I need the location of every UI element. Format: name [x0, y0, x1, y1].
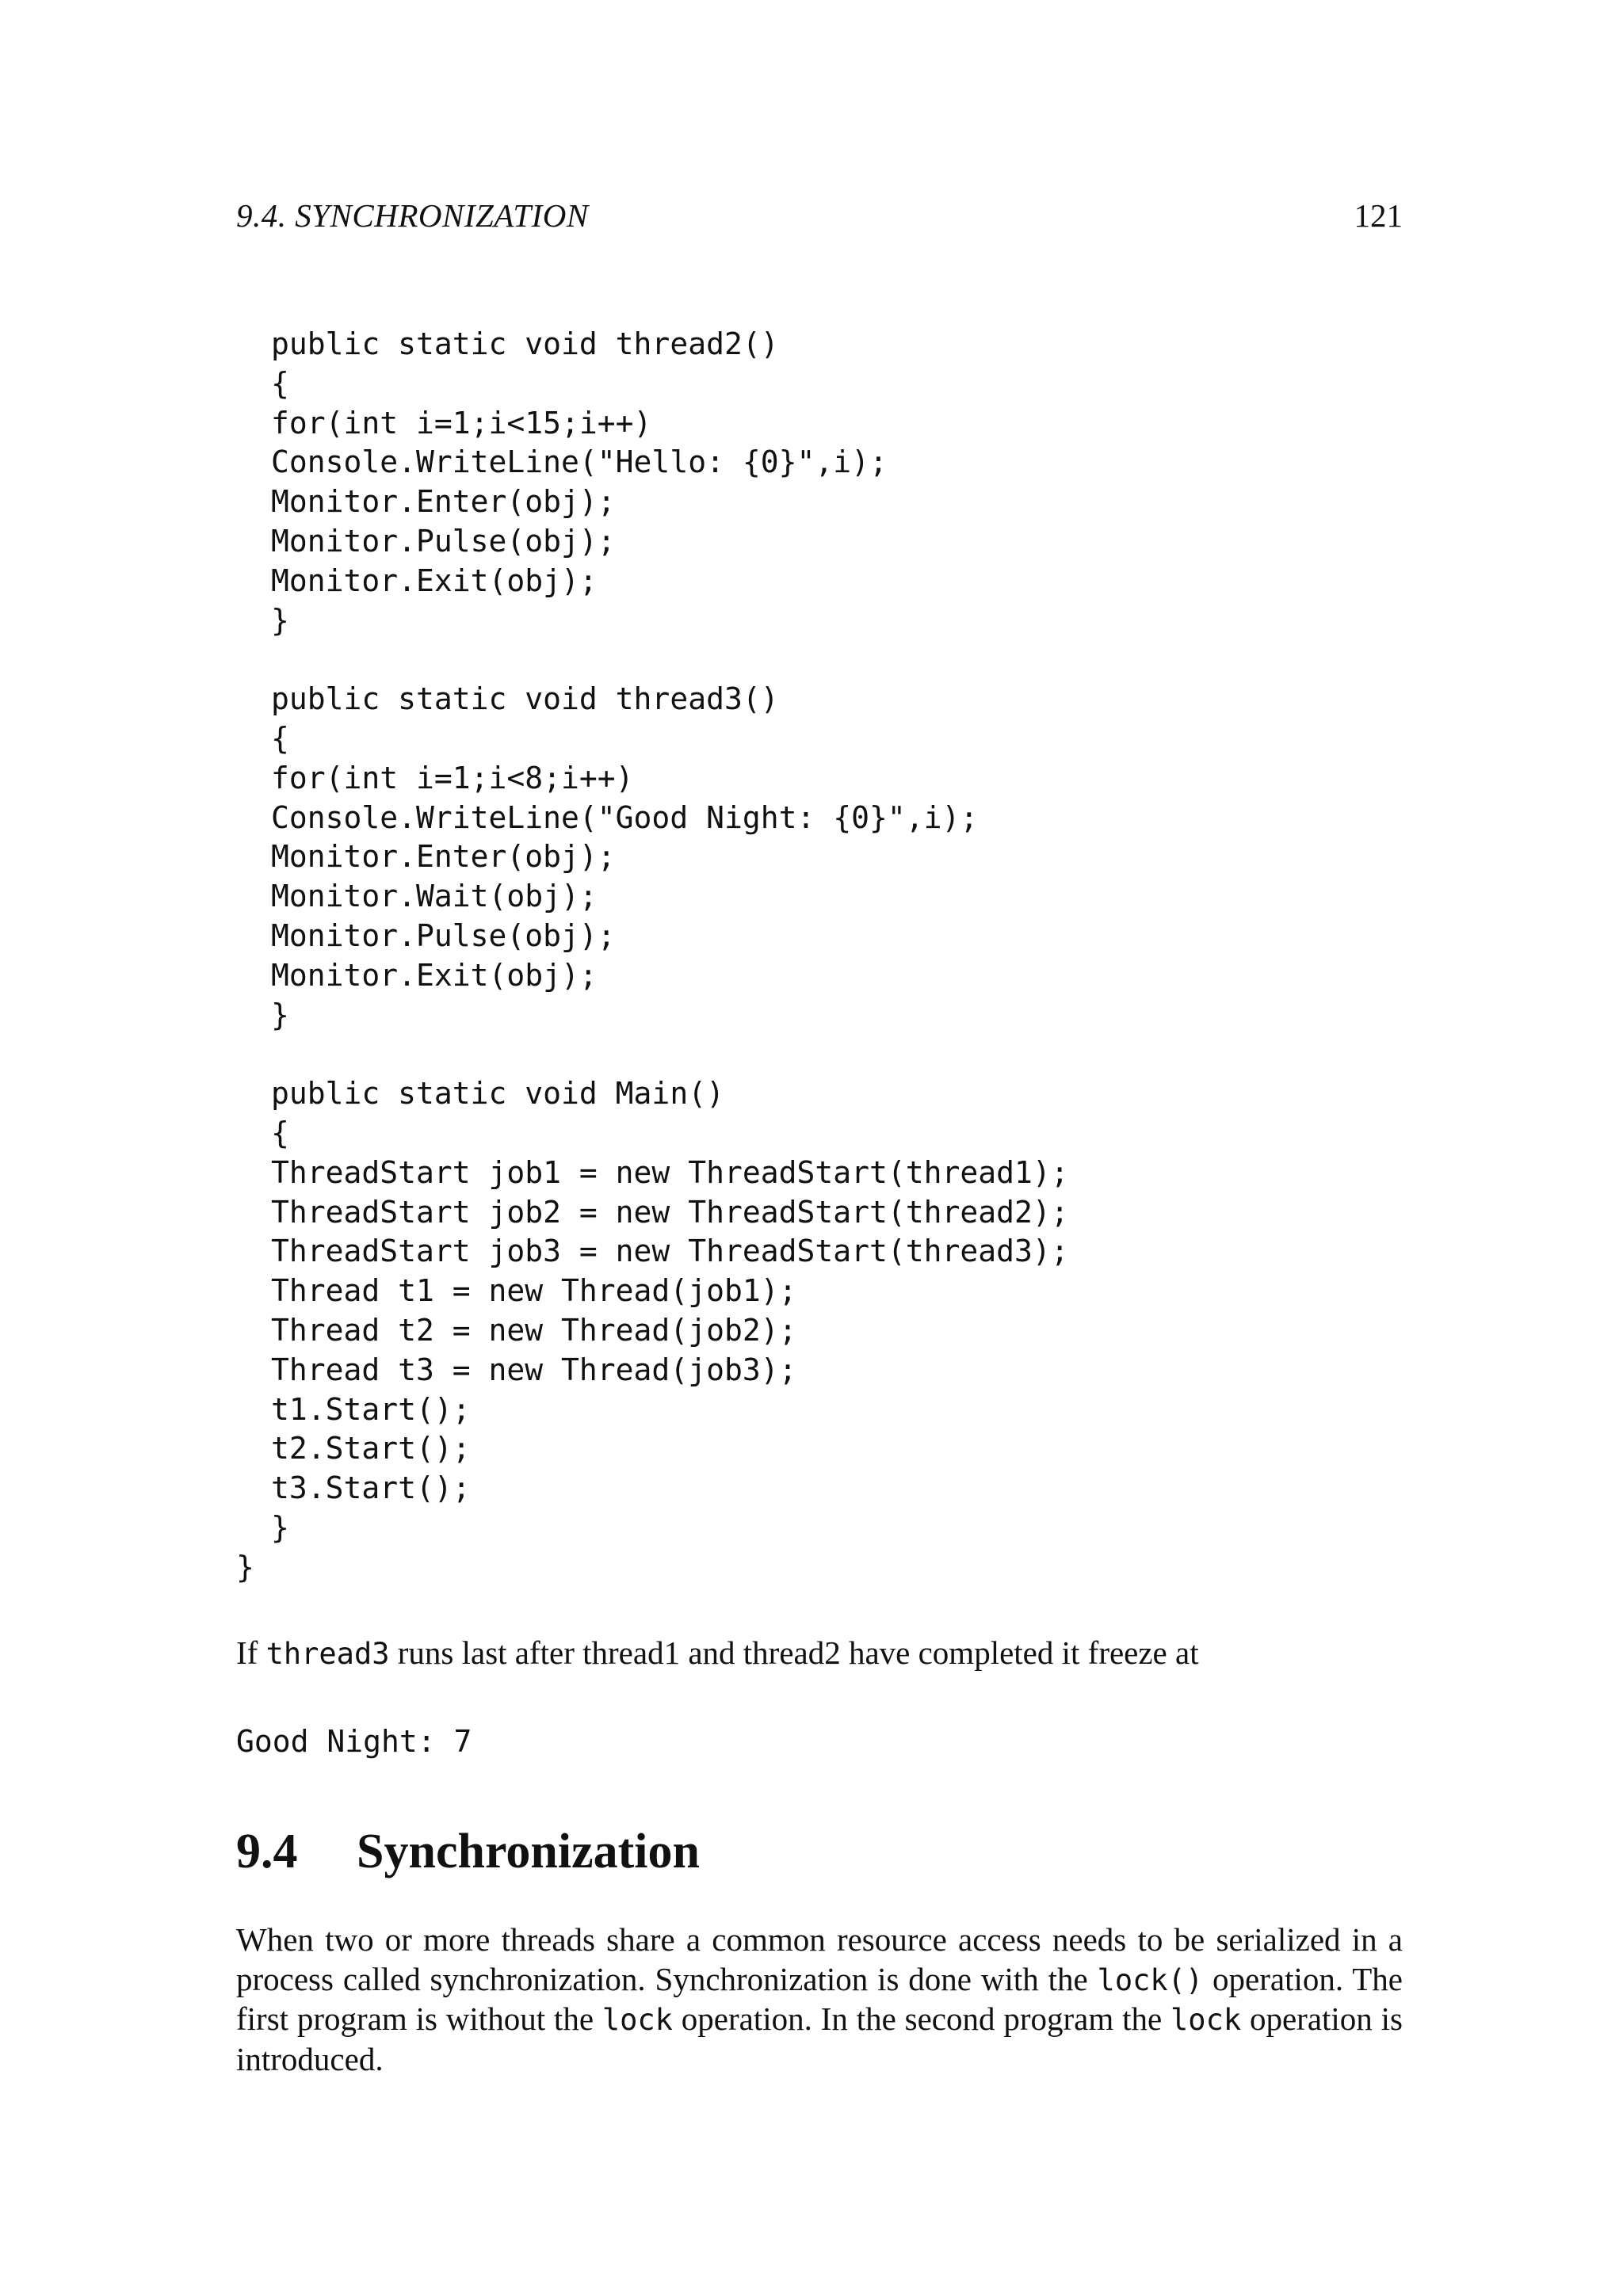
code-line: ThreadStart job3 = new ThreadStart(thread3); [271, 1234, 1069, 1269]
code-line: Monitor.Wait(obj); [271, 879, 598, 914]
paragraph-freeze-note [236, 1634, 1403, 1674]
page-header [236, 196, 1403, 244]
text-run: When two or more threads share a common resource access needs to be serialized in a process called synchronization. Synchronization is done with the [236, 1921, 1403, 1997]
code-line: } [271, 997, 289, 1032]
code-line: for(int i=1;i<15;i++) [271, 405, 652, 441]
code-line: } [236, 1549, 254, 1585]
code-line: Monitor.Pulse(obj); [271, 523, 616, 559]
code-listing [236, 325, 1069, 1588]
program-output: Good Night: 7 [236, 1724, 472, 1759]
code-line: for(int i=1;i<8;i++) [271, 760, 634, 795]
code-line: t1.Start(); [271, 1391, 471, 1427]
code-line: { [271, 365, 289, 401]
code-line: Console.WriteLine("Good Night: {0}",i); [271, 799, 979, 835]
code-line: ThreadStart job2 = new ThreadStart(thread2); [271, 1194, 1069, 1230]
code-line [236, 640, 1069, 680]
text-run: If [236, 1634, 266, 1671]
code-line: Thread t1 = new Thread(job1); [271, 1273, 797, 1309]
section-heading [236, 1824, 700, 1880]
page-number: 121 [1354, 197, 1403, 234]
code-line: public static void thread3() [271, 681, 779, 717]
code-line: Monitor.Enter(obj); [271, 484, 616, 520]
code-line: Monitor.Exit(obj); [271, 957, 598, 993]
code-line: t2.Start(); [271, 1431, 471, 1466]
code-line: Thread t3 = new Thread(job3); [271, 1352, 797, 1387]
inline-code: lock [601, 2003, 673, 2037]
text-run: operation is introduced. [236, 2000, 1403, 2077]
code-line: Thread t2 = new Thread(job2); [271, 1312, 797, 1348]
code-line: } [271, 602, 289, 638]
code-line: Monitor.Enter(obj); [271, 839, 616, 875]
text-run: runs last after thread1 and thread2 have completed it freeze at [389, 1634, 1199, 1671]
code-line: } [271, 1509, 289, 1545]
text-run: operation. The first program is without the [236, 1960, 1403, 2037]
code-line: ThreadStart job1 = new ThreadStart(thread1); [271, 1154, 1069, 1190]
inline-code: thread3 [265, 1637, 390, 1671]
code-line: public static void Main() [271, 1076, 724, 1112]
code-line: t3.Start(); [271, 1470, 471, 1506]
inline-code: lock [1170, 2003, 1242, 2037]
text-run: operation. In the second program the [672, 2000, 1171, 2037]
code-line: Monitor.Pulse(obj); [271, 917, 616, 953]
code-line: Monitor.Exit(obj); [271, 563, 598, 598]
code-line: { [271, 720, 289, 756]
running-title: 9.4. SYNCHRONIZATION [236, 197, 589, 234]
code-line: Console.WriteLine("Hello: {0}",i); [271, 444, 888, 480]
section-number: 9.4 [236, 1825, 298, 1878]
code-line: { [271, 1115, 289, 1150]
paragraph-synchronization-intro [236, 1920, 1403, 2079]
section-title: Synchronization [357, 1825, 700, 1878]
code-line: public static void thread2() [271, 326, 779, 361]
inline-code: lock() [1097, 1962, 1204, 1997]
code-line [236, 1035, 1069, 1074]
